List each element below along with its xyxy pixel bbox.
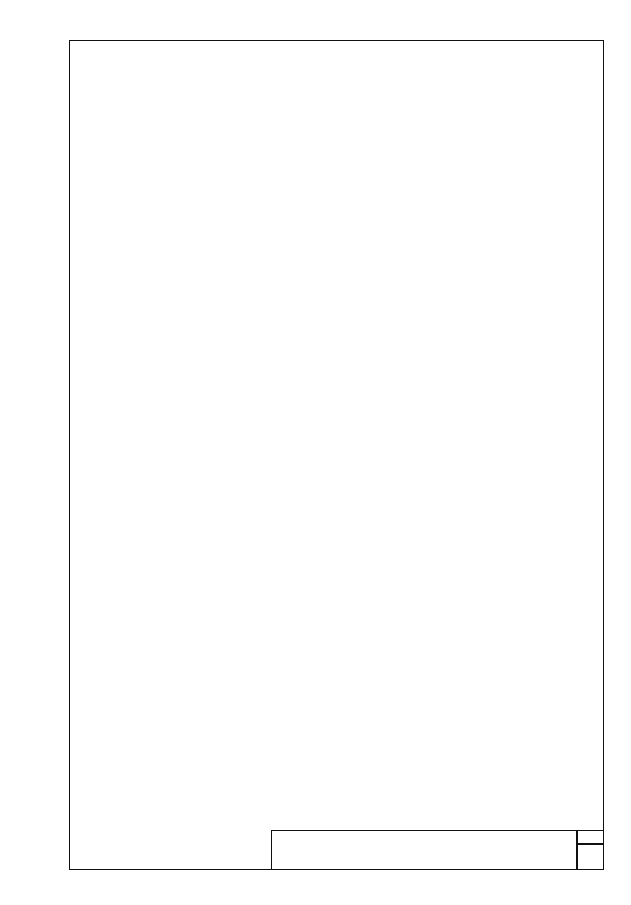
page-frame — [69, 40, 604, 870]
sheet-number — [577, 844, 604, 870]
document-code — [271, 830, 577, 870]
sheet-label — [577, 830, 604, 844]
